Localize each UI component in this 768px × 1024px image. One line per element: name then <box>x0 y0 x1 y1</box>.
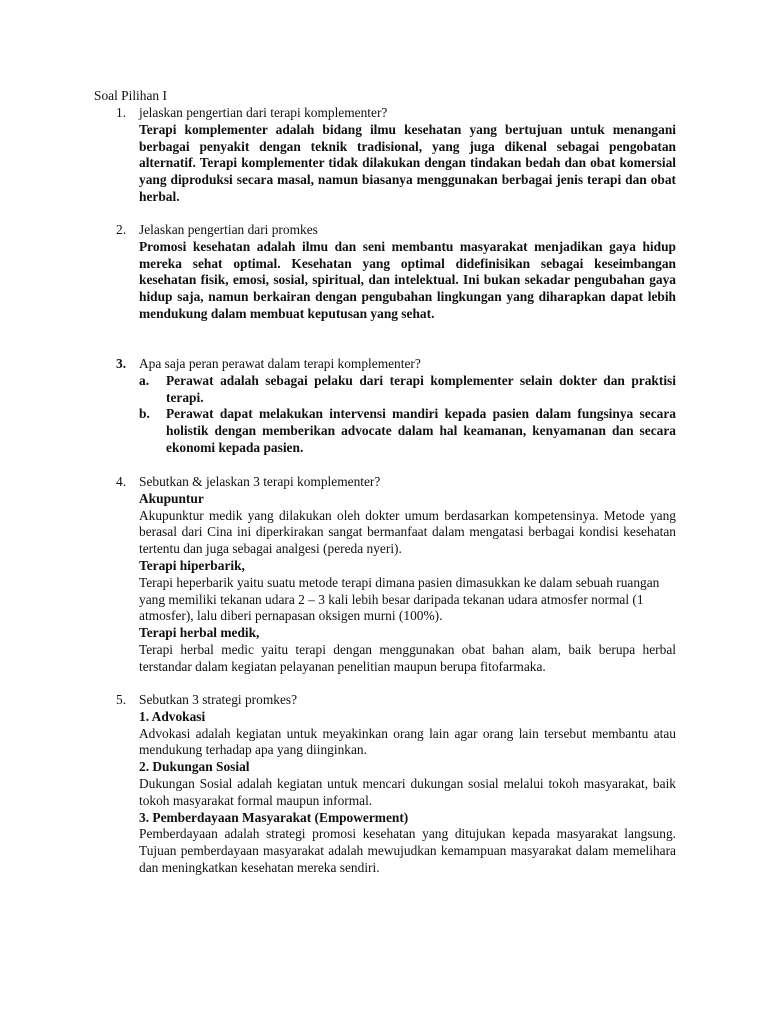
section-text: Akupunktur medik yang dilakukan oleh dokter umum berdasarkan kompetensinya. Metode yang berasal dari Cina ini diperkirakan sangat bermanfaat dalam mengatasi berbagai kondisi kesehatan tertentu dan juga sebagai analgesi (pereda nyeri). <box>139 507 676 557</box>
item-b-letter: b. <box>139 406 150 422</box>
section-text: Dukungan Sosial adalah kegiatan untuk mencari dukungan sosial melalui tokoh masyarakat, baik tokoh masyarakat formal maupun informal. <box>139 775 676 808</box>
section-heading: 3. Pemberdayaan Masyarakat (Empowerment) <box>139 809 409 825</box>
question-5-text: Sebutkan 3 strategi promkes? <box>139 692 298 707</box>
section-heading: 1. Advokasi <box>139 708 206 724</box>
question-3-header <box>116 356 676 373</box>
question-4-header <box>116 474 676 491</box>
question-5 <box>116 692 676 877</box>
question-4-body <box>139 491 676 676</box>
question-1-number: 1. <box>116 105 127 120</box>
section-heading: Terapi hiperbarik, <box>139 557 245 573</box>
question-3 <box>116 356 676 457</box>
section-text: Pemberdayaan adalah strategi promosi kesehatan yang ditujukan kepada masyarakat langsung. Tujuan pemberdayaan masyarakat adalah mewujudkan kemampuan masyarakat dalam memelihara dan meningkatkan kesehatan mereka sendiri. <box>139 826 676 875</box>
question-4 <box>116 474 676 676</box>
question-3-item-b <box>139 406 676 456</box>
section-heading: 2. Dukungan Sosial <box>139 759 250 775</box>
section-text: Terapi heperbarik yaitu suatu metode terapi dimana pasien dimasukkan ke dalam sebuah ruangan yang memiliki tekanan udara 2 – 3 kali lebih besar daripada tekanan udara atmosfer normal (1 atmosfer), lalu diberi pernapasan oksigen murni (100%). <box>139 574 660 624</box>
question-4-text: Sebutkan & jelaskan 3 terapi komplementer? <box>139 474 381 489</box>
question-1-header <box>116 105 676 122</box>
question-3-item-a <box>139 373 676 407</box>
question-1-answer: Terapi komplementer adalah bidang ilmu kesehatan yang bertujuan untuk menangani berbagai penyakit dengan teknik tradisional, yang juga dikenal sebagai pengobatan alternatif. Terapi komplementer tidak dilakukan dengan tindakan bedah dan obat komersial yang diproduksi secara masal, namun biasanya menggunakan berbagai jenis terapi dan obat herbal. <box>139 121 676 204</box>
document-title: Soal Pilihan I <box>94 88 167 103</box>
section-text: Terapi herbal medic yaitu terapi dengan menggunakan obat bahan alam, baik berupa herbal terstandar dalam kegiatan pelayanan penelitian maupun berupa fitofarmaka. <box>139 641 676 674</box>
question-5-body <box>139 709 676 877</box>
question-2-text: Jelaskan pengertian dari promkes <box>139 222 318 237</box>
question-2-number: 2. <box>116 222 127 237</box>
question-1 <box>116 105 676 206</box>
section-text: Advokasi adalah kegiatan untuk meyakinkan orang lain agar orang lain tersebut membantu atau mendukung terhadap apa yang diinginkan. <box>139 725 676 758</box>
section-heading: Akupuntur <box>139 490 204 506</box>
question-2-header <box>116 222 676 239</box>
question-3-number: 3. <box>116 356 127 371</box>
section-heading: Terapi herbal medik, <box>139 625 260 641</box>
question-5-number: 5. <box>116 692 127 707</box>
item-a-letter: a. <box>139 372 150 388</box>
item-a-text: Perawat adalah sebagai pelaku dari terapi komplementer selain dokter dan praktisi terapi. <box>166 372 676 405</box>
question-3-text: Apa saja peran perawat dalam terapi komplementer? <box>139 356 421 371</box>
question-1-text: jelaskan pengertian dari terapi komplementer? <box>139 105 388 120</box>
item-b-text: Perawat dapat melakukan intervensi mandiri kepada pasien dalam fungsinya secara holistik dengan memberikan advocate dalam hal keamanan, kenyamanan dan secara ekonomi kepada pasien. <box>166 406 676 455</box>
question-5-header <box>116 692 676 709</box>
question-2 <box>116 222 676 323</box>
question-4-number: 4. <box>116 474 127 489</box>
question-2-answer: Promosi kesehatan adalah ilmu dan seni membantu masyarakat menjadikan gaya hidup mereka sehat optimal. Kesehatan yang optimal didefinisikan sebagai keseimbangan kesehatan fisik, emosi, sosial, spiritual, dan intelektual. Ini bukan sekadar pengubahan gaya hidup saja, namun berkairan dengan pengubahan lingkungan yang diharapkan dapat lebih mendukung dalam membuat keputusan yang sehat. <box>139 238 676 321</box>
